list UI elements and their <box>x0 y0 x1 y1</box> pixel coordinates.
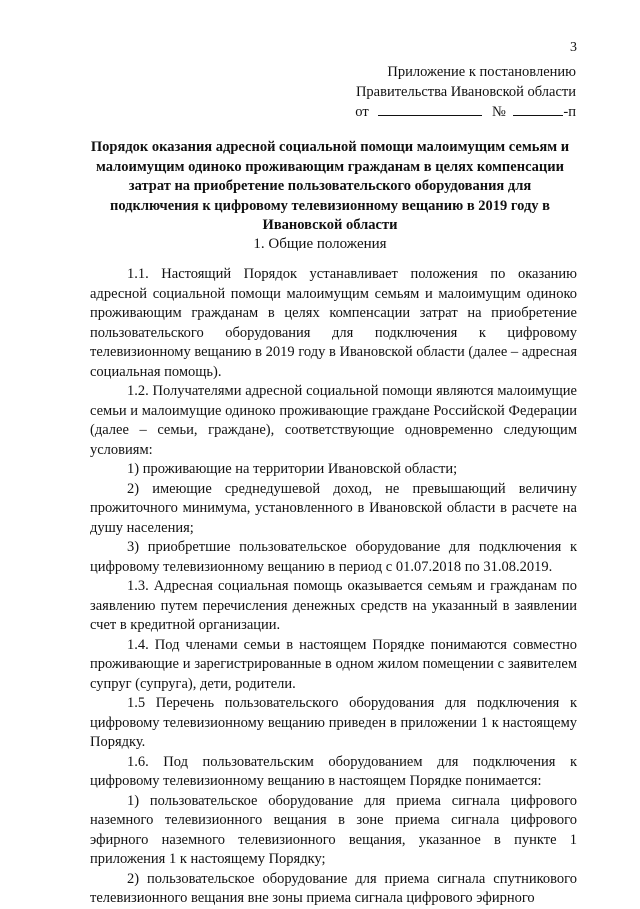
paragraph-1-3: 1.3. Адресная социальная помощь оказывается семьям и гражданам по заявлению путем перечисления денежных средств на указанный в заявлении счет в кредитной организации. <box>90 578 577 633</box>
appendix-line-1: Приложение к постановлению <box>387 64 576 80</box>
equipment-item-2: 2) пользовательское оборудование для приема сигнала спутникового телевизионного вещания вне зоны приема сигнала цифрового эфирного <box>90 870 577 906</box>
section-heading: 1. Общие положения <box>253 236 387 252</box>
appendix-header <box>246 62 576 122</box>
paragraph-1-2: 1.2. Получателями адресной социальной помощи являются малоимущие семьи и малоимущие одиноко проживающие граждане Российской Федерации (далее – семьи, граждане), соответствующие одновременно следующим условиям: <box>90 383 577 458</box>
page-number: 3 <box>570 40 577 55</box>
number-blank <box>513 102 563 116</box>
number-suffix: -п <box>563 104 576 120</box>
from-label: от <box>355 104 369 120</box>
paragraph-1-4: 1.4. Под членами семьи в настоящем Порядке понимаются совместно проживающие и зарегистрированные в одном жилом помещении с заявителем супруг (супруга), дети, родители. <box>90 636 577 692</box>
number-sign: № <box>491 104 506 120</box>
paragraph-1-5: 1.5 Перечень пользовательского оборудования для подключения к цифровому телевизионному вещанию приведен в приложении 1 к настоящему Порядку. <box>90 695 577 750</box>
date-blank <box>378 102 482 116</box>
paragraph-1-1: 1.1. Настоящий Порядок устанавливает положения по оказанию адресной социальной помощи малоимущим семьям и малоимущим одиноко проживающим гражданам в целях компенсации затрат на приобретение пользовательского оборудования для подключения к цифровому телевизионному вещанию в 2019 году в Ивановской области (далее – адресная социальная помощь). <box>90 266 577 380</box>
appendix-line-2: Правительства Ивановской области <box>355 84 576 100</box>
equipment-item-1: 1) пользовательское оборудование для приема сигнала цифрового наземного телевизионного вещания в зоне приема сигнала цифрового эфирного наземного телевизионного вещания, указанное в пункте 1 приложения 1 к настоящему Порядку; <box>90 792 577 867</box>
document-body <box>90 265 577 909</box>
condition-1: 1) проживающие на территории Ивановской области; <box>127 461 458 477</box>
condition-2: 2) имеющие среднедушевой доход, не превышающий величину прожиточного минимума, установленного в Ивановской области в расчете на душу населения; <box>90 480 577 536</box>
appendix-line-3 <box>246 102 576 122</box>
condition-3: 3) приобретшие пользовательское оборудование для подключения к цифровому телевизионному вещанию в период с 01.07.2018 по 31.08.2019. <box>90 539 577 575</box>
document-title: Порядок оказания адресной социальной помощи малоимущим семьям и малоимущим одиноко проживающим гражданам в целях компенсации затрат на приобретение пользовательского оборудования для подключения к цифровому телевизионному вещанию в 2019 году в Ивановской области <box>90 139 570 233</box>
paragraph-1-6: 1.6. Под пользовательским оборудованием для подключения к цифровому телевизионному вещанию в настоящем Порядке понимается: <box>90 753 577 789</box>
